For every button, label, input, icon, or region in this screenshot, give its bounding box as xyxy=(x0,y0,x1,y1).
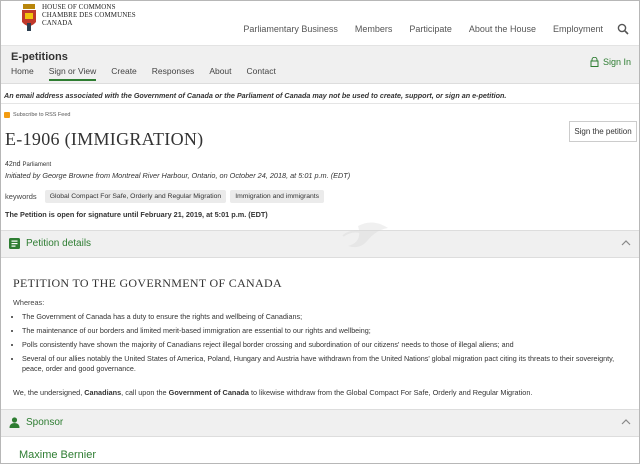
tab-about[interactable]: About xyxy=(209,66,232,76)
chevron-up-icon[interactable] xyxy=(621,418,631,426)
conclusion-text: , call upon the xyxy=(121,388,169,397)
rss-icon xyxy=(4,112,10,118)
tab-contact[interactable]: Contact xyxy=(246,66,276,76)
chevron-up-icon[interactable] xyxy=(621,239,631,247)
tab-sign-or-view[interactable]: Sign or View xyxy=(49,66,97,81)
nav-parliamentary-business[interactable]: Parliamentary Business xyxy=(243,24,338,34)
keyword-chip[interactable]: Global Compact For Safe, Orderly and Regular Migration xyxy=(45,190,227,203)
keyword-chip[interactable]: Immigration and immigrants xyxy=(230,190,324,203)
divider xyxy=(1,103,639,104)
house-of-commons-crest-icon[interactable] xyxy=(19,4,39,34)
tab-responses[interactable]: Responses xyxy=(151,66,195,76)
rss-link[interactable] xyxy=(4,112,70,118)
whereas-list xyxy=(13,312,634,378)
email-notice: An email address associated with the Government of Canada or the Parliament of Canada may not be used to create, support, or sign an e-petition. xyxy=(4,91,507,100)
search-icon[interactable] xyxy=(617,23,629,35)
list-item: • The Government of Canada has a duty to ensure the rights and wellbeing of Canadians; xyxy=(22,312,634,322)
sign-in-label: Sign In xyxy=(602,57,631,67)
epetitions-title[interactable]: E-petitions xyxy=(11,51,68,63)
list-item: • The maintenance of our borders and limited merit-based immigration are essential to our rights and wellbeing; xyxy=(22,326,634,336)
nav-employment[interactable]: Employment xyxy=(552,24,603,34)
sponsor-name-link[interactable]: Maxime Bernier xyxy=(19,449,97,461)
person-icon xyxy=(9,417,20,428)
whereas-label: Whereas: xyxy=(13,298,45,307)
logo-line-1: HOUSE OF COMMONS xyxy=(42,3,116,11)
rss-label: Subscribe to RSS Feed xyxy=(13,112,71,118)
open-status: The Petition is open for signature until February 21, 2019, at 5:01 p.m. (EDT) xyxy=(5,210,268,219)
initiated-by-text: Initiated by George Browne from Montreal River Harbour, Ontario, on October 24, 2018, at 5:01 p.m. (EDT) xyxy=(5,171,351,180)
nav-members[interactable]: Members xyxy=(354,24,393,34)
main-nav xyxy=(226,23,629,35)
sign-petition-button[interactable]: Sign the petition xyxy=(569,121,637,142)
watermark-logo xyxy=(248,216,398,261)
keywords-row xyxy=(5,190,328,203)
epetitions-subnav xyxy=(11,66,291,81)
parliament-word: Parliament xyxy=(22,162,52,168)
list-item: • Several of our allies notably the United States of America, Poland, Hungary and Austria have withdrawn from the United Nations' global migration pact citing its threats to their sovereignty, peace, order and good governance. xyxy=(22,354,634,374)
petition-details-title: Petition details xyxy=(26,238,92,249)
logo-line-2: CHAMBRE DES COMMUNES xyxy=(42,11,136,19)
sponsor-title: Sponsor xyxy=(26,417,64,428)
document-icon xyxy=(9,238,20,249)
sign-in-link[interactable] xyxy=(590,57,631,67)
petition-title: E-1906 (IMMIGRATION) xyxy=(5,129,204,149)
epetitions-bar xyxy=(1,46,639,84)
logo-line-3: CANADA xyxy=(42,19,73,27)
site-logo-text[interactable] xyxy=(42,3,136,27)
list-item: • Polls consistently have shown the majority of Canadians reject illegal border crossing and subordination of our citizens' needs to those of illegal aliens; and xyxy=(22,340,634,350)
conclusion-bold: Government of Canada xyxy=(168,388,249,397)
petition-heading: PETITION TO THE GOVERNMENT OF CANADA xyxy=(13,276,282,290)
sponsor-header[interactable] xyxy=(1,409,639,437)
conclusion-text: We, the undersigned, xyxy=(13,388,85,397)
parliament-label xyxy=(5,161,51,168)
lock-icon xyxy=(590,57,599,67)
parliament-number: 42nd xyxy=(5,161,21,168)
conclusion-bold: Canadians xyxy=(84,388,122,397)
conclusion-text: to likewise withdraw from the Global Compact For Safe, Orderly and Regular Migration. xyxy=(248,388,533,397)
tab-home[interactable]: Home xyxy=(11,66,34,76)
keywords-label: keywords xyxy=(5,192,37,201)
nav-participate[interactable]: Participate xyxy=(409,24,452,34)
petition-conclusion xyxy=(13,388,532,397)
tab-create[interactable]: Create xyxy=(111,66,137,76)
nav-about-the-house[interactable]: About the House xyxy=(468,24,536,34)
site-header xyxy=(1,1,639,46)
